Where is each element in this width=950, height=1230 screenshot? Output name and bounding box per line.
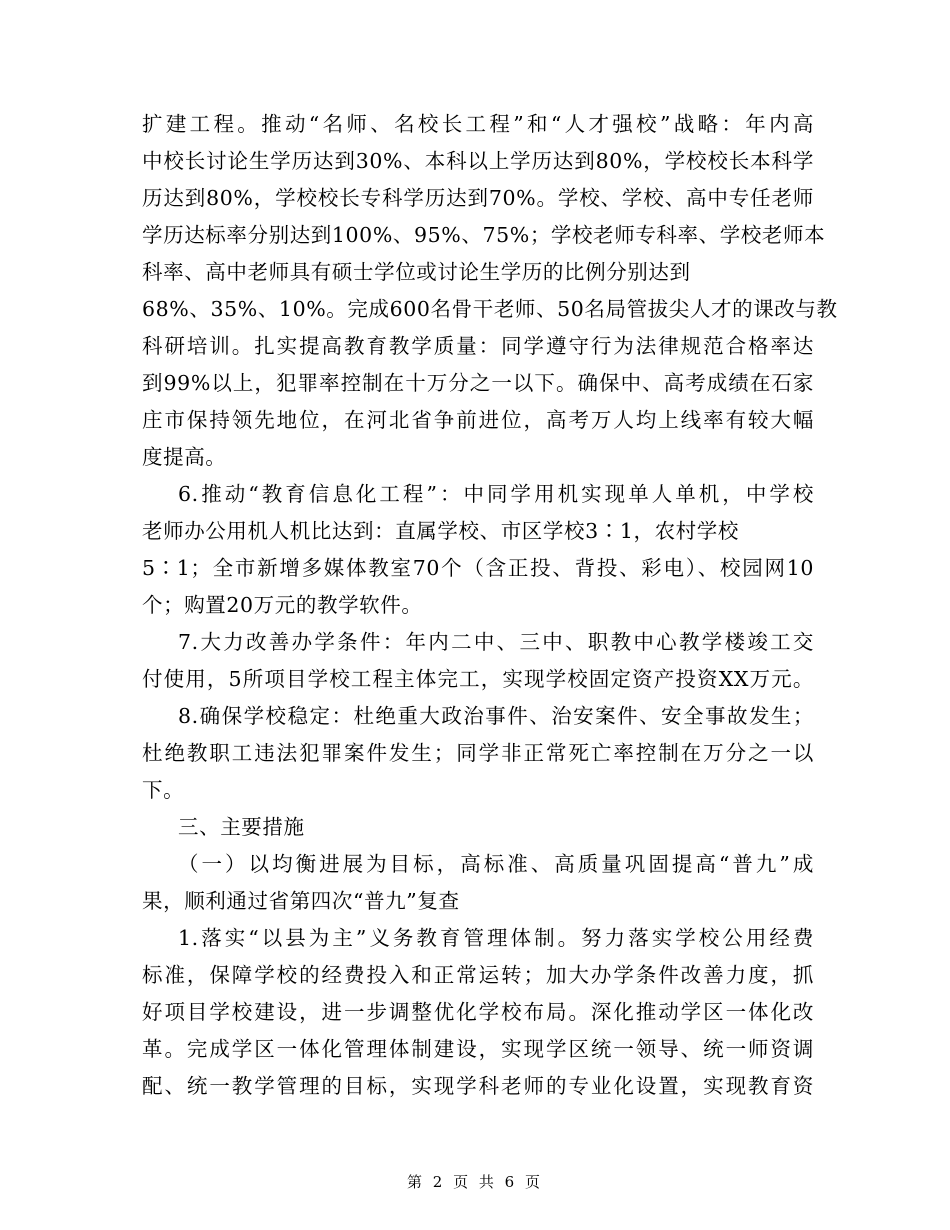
text-line: 科率、高中老师具有硕士学位或讨论生学历的比例分别达到 [142,260,691,284]
text-line: 配、统一教学管理的目标，实现学科老师的专业化设置，实现教育资 [142,1074,814,1098]
text-line: 历达到80%，学校校长专科学历达到70%。学校、学校、高中专任老师 [142,186,814,210]
paragraph-1-start: 1.落实“以县为主”义务教育管理体制。努力落实学校公用经费 [178,926,814,950]
text-line: 学历达标率分别达到100%、95%、75%；学校老师专科率、学校老师本 [142,223,826,247]
paragraph-6-start: 6.推动“教育信息化工程”：中同学用机实现单人单机，中学校 [178,482,814,506]
text-line: 68%、35%、10%。完成600名骨干老师、50名局管拔尖人才的课改与教 [142,297,838,321]
text-line: 扩建工程。推动“名师、名校长工程”和“人才强校”战略：年内高 [142,112,814,136]
text-line: 科研培训。扎实提高教育教学质量：同学遵守行为法律规范合格率达 [142,334,814,358]
text-line: 革。完成学区一体化管理体制建设，实现学区统一领导、统一师资调 [142,1037,814,1061]
document-body [142,106,838,1105]
section-heading: 三、主要措施 [178,815,305,839]
subsection-heading: （一）以均衡进展为目标，高标准、高质量巩固提高“普九”成 [178,852,814,876]
paragraph-8-start: 8.确保学校稳定：杜绝重大政治事件、治安案件、安全事故发生； [178,704,814,728]
text-line: 杜绝教职工违法犯罪案件发生；同学非正常死亡率控制在万分之一以 [142,741,814,765]
text-line: 个；购置20万元的教学软件。 [142,593,423,617]
text-line: 下。 [142,778,185,802]
text-line: 标准，保障学校的经费投入和正常运转；加大办学条件改善力度，抓 [142,963,814,987]
text-line: 好项目学校建设，进一步调整优化学校布局。深化推动学区一体化改 [142,1000,814,1024]
text-line: 庄市保持领先地位，在河北省争前进位，高考万人均上线率有较大幅 [142,408,814,432]
text-line: 老师办公用机人机比达到：直属学校、市区学校3∶1，农村学校 [142,519,739,543]
text-line: 到99%以上，犯罪率控制在十万分之一以下。确保中、高考成绩在石家 [142,371,814,395]
text-line: 度提高。 [142,445,227,469]
paragraph-7-start: 7.大力改善办学条件：年内二中、三中、职教中心教学楼竣工交 [178,630,814,654]
text-line: 付使用，5所项目学校工程主体完工，实现学校固定资产投资XX万元。 [142,667,814,691]
text-line: 5∶1；全市新增多媒体教室70个（含正投、背投、彩电）、校园网10 [142,556,814,580]
text-line: 中校长讨论生学历达到30%、本科以上学历达到80%，学校校长本科学 [142,149,814,173]
page-footer: 第 2 页 共 6 页 [407,1173,543,1191]
subsection-heading-cont: 果，顺利通过省第四次“普九”复查 [142,889,460,913]
